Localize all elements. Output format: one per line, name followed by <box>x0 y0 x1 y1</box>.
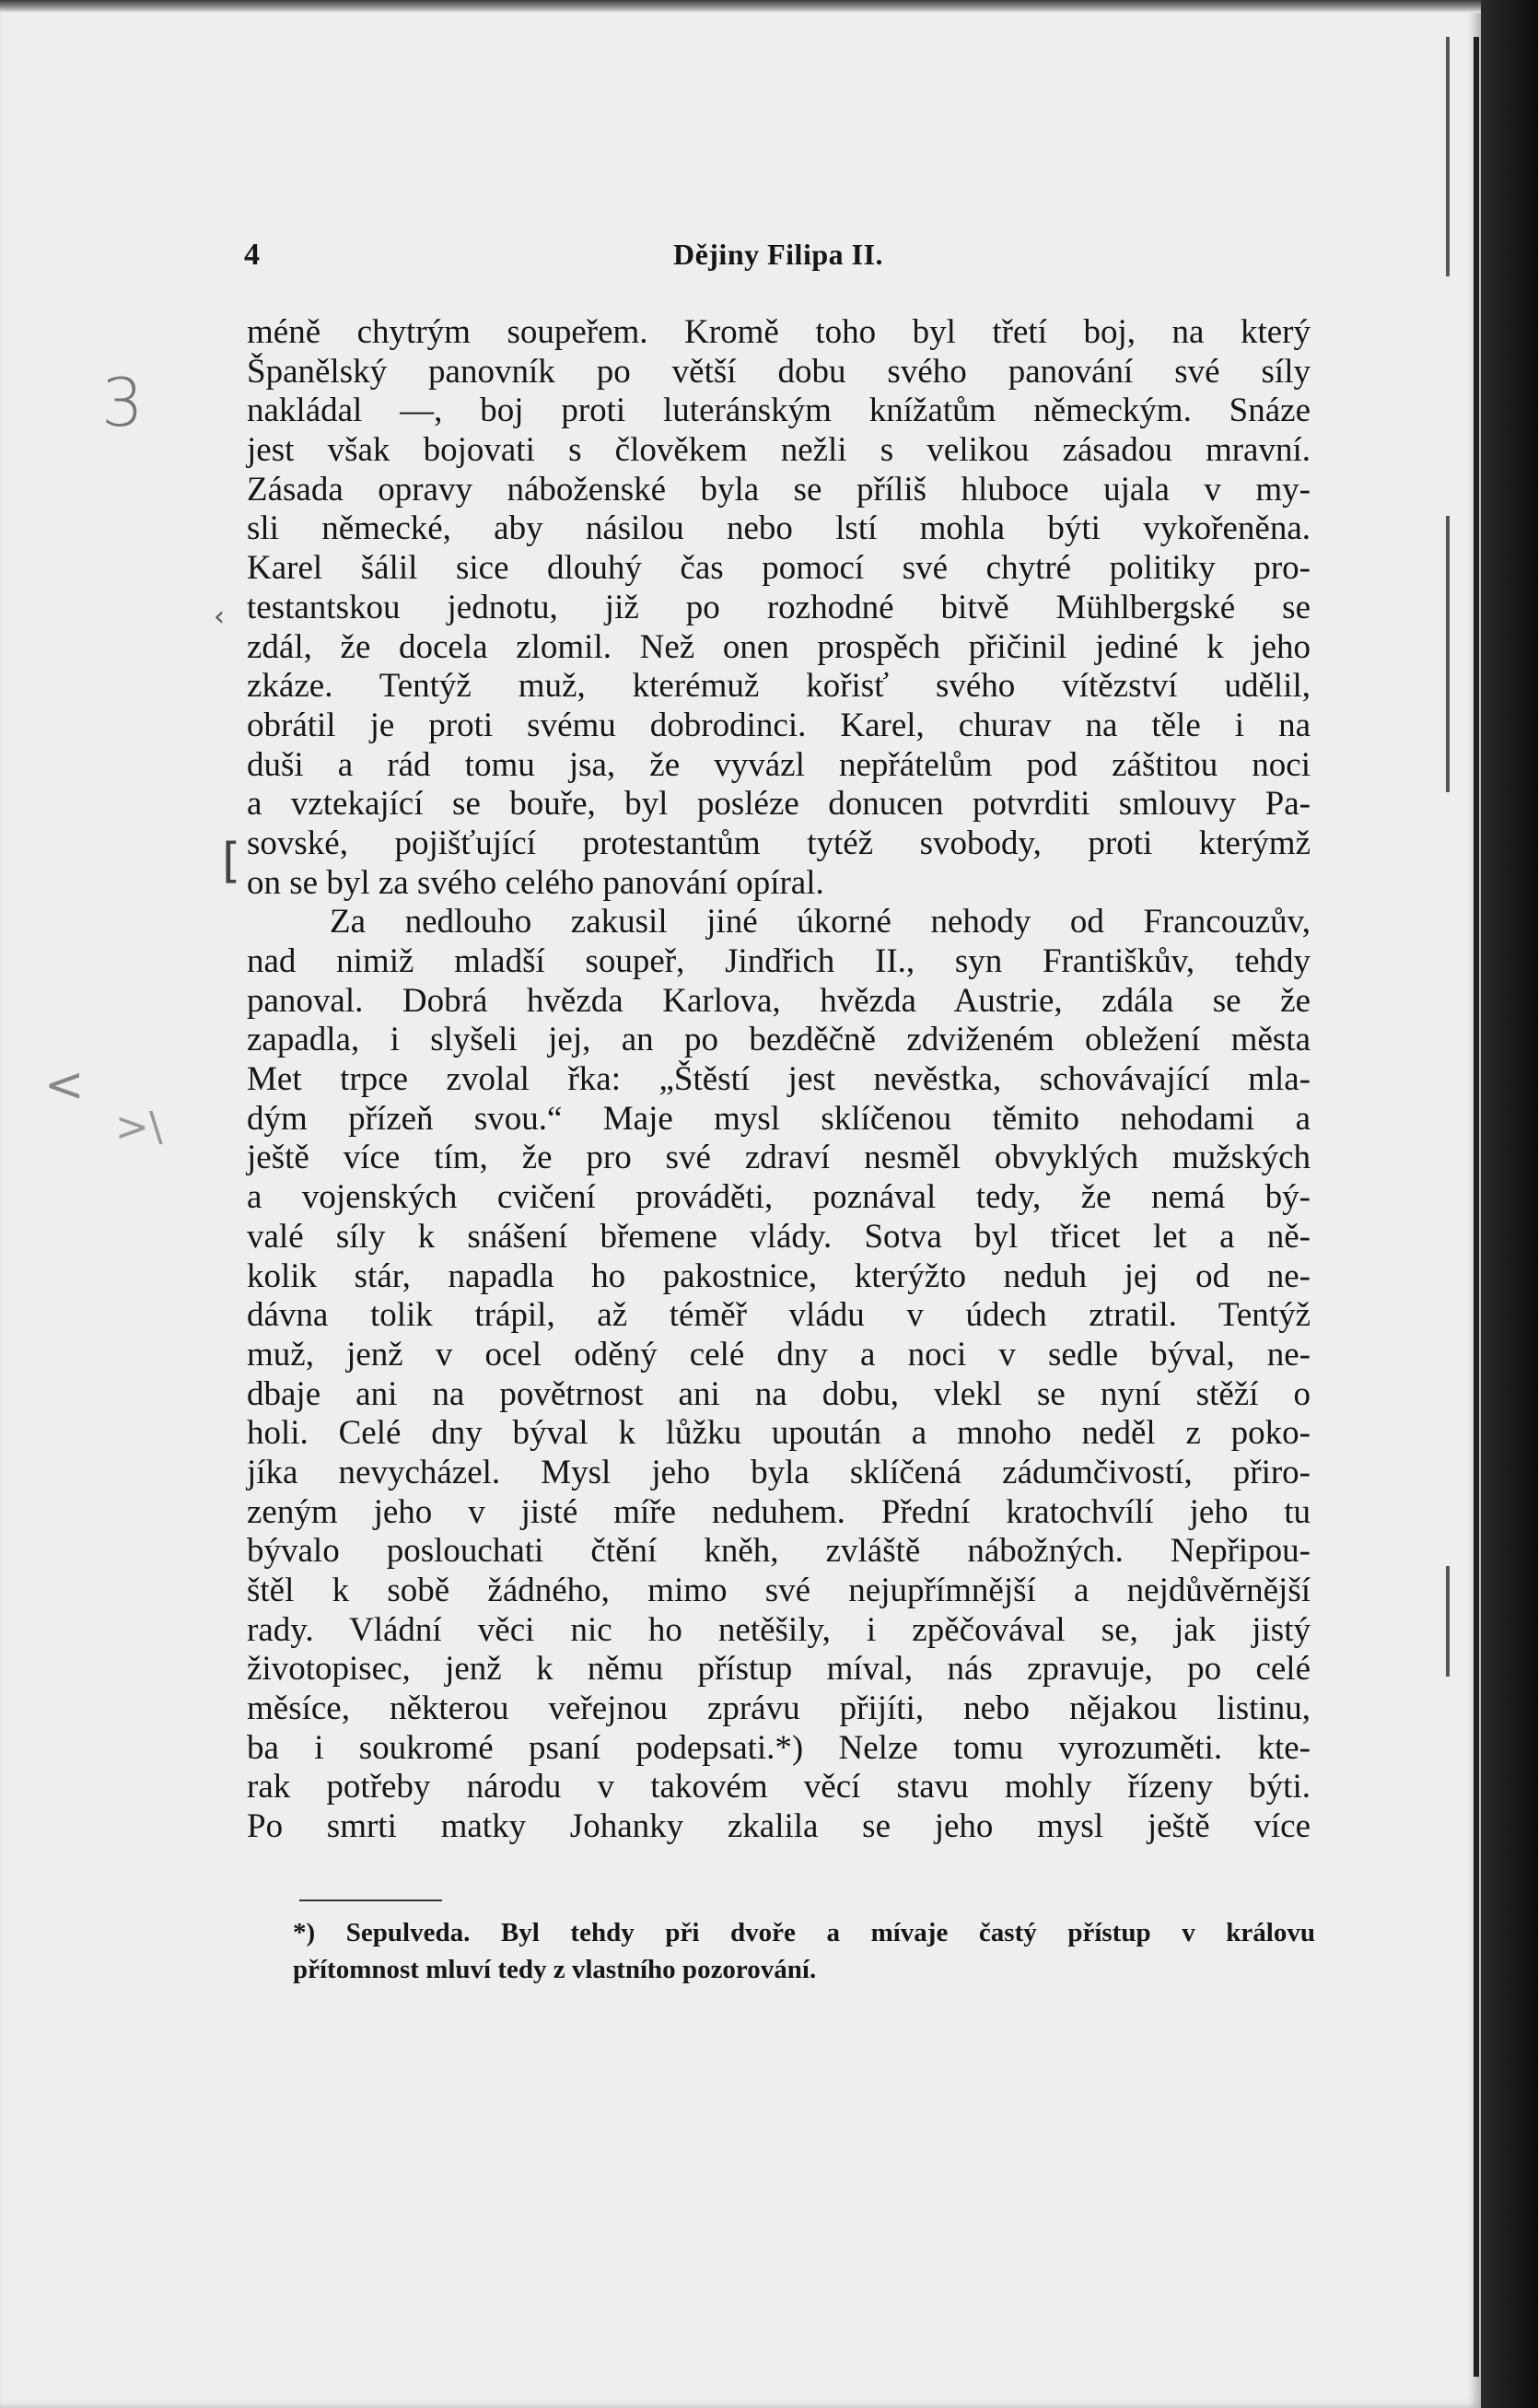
text-line: panoval. Dobrá hvězda Karlova, hvězda Austrie, zdála se že <box>247 981 1311 1020</box>
running-title: Dějiny Filipa II. <box>672 238 884 271</box>
text-line: jest však bojovati s člověkem nežli s velikou zásadou mravní. <box>247 431 1311 470</box>
body-text <box>247 313 1311 1847</box>
text-line: zeným jeho v jisté míře neduhem. Přední kratochvílí jeho tu <box>247 1492 1311 1531</box>
footnote-rule <box>299 1900 442 1901</box>
margin-rule <box>1446 516 1450 792</box>
text-line: Po smrti matky Johanky zkalila se jeho mysl ještě více <box>247 1807 1311 1846</box>
text-line: zapadla, i slyšeli jej, an po bezděčně zdviženém obležení města <box>247 1021 1311 1059</box>
text-line: duši a rád tomu jsa, že vyvázl nepřátelům pod záštitou noci <box>247 745 1311 784</box>
page-header <box>244 238 1312 284</box>
margin-bracket-mark: [ <box>222 834 241 889</box>
text-line: Met trpce zvolal řka: „Štěstí jest nevěstka, schovávající mla- <box>247 1060 1311 1099</box>
text-line: muž, jenž v ocel oděný celé dny a noci v sedle býval, ne- <box>247 1335 1311 1373</box>
page-top-edge <box>0 0 1481 13</box>
text-line: testantskou jednotu, již po rozhodné bitvě Mühlbergské se <box>247 588 1311 626</box>
paragraph-start-line: Za nedlouho zakusil jiné úkorné nehody od Francouzův, <box>330 903 1311 941</box>
text-line: Karel šálil sice dlouhý čas pomocí své chytré politiky pro- <box>247 549 1311 588</box>
text-line: obrátil je proti svému dobrodinci. Karel, churav na těle i na <box>247 706 1311 744</box>
text-line: ba i soukromé psaní podepsati.*) Nelze tomu vyrozuměti. kte- <box>247 1728 1311 1767</box>
page-number: 4 <box>244 238 260 272</box>
text-line: zdál, že docela zlomil. Než onen prospěch přičinil jediné k jeho <box>247 627 1311 666</box>
text-line: dávna tolik trápil, až téměř vládu v údech ztratil. Tentýž <box>247 1296 1311 1335</box>
text-line: nakládal —, boj proti luteránským knížatům německým. Snáze <box>247 392 1311 430</box>
scan-background-edge <box>1481 0 1538 2408</box>
text-line: bývalo poslouchati čtění kněh, zvláště nábožných. Nepřipou- <box>247 1532 1311 1571</box>
text-line: životopisec, jenž k němu přístup míval, nás zpravuje, po celé <box>247 1650 1311 1689</box>
footnote-line: přítomnost mluví tedy z vlastního pozorování. <box>293 1955 817 1984</box>
margin-rule <box>1446 37 1450 276</box>
margin-tick-mark-icon: ‹ <box>214 601 225 633</box>
text-line: kolik stár, napadla ho pakostnice, kterýžto neduh jej od ne- <box>247 1257 1311 1295</box>
footnote-line: *) Sepulveda. Byl tehdy při dvoře a mívaje častý přístup v královu <box>293 1918 1315 1947</box>
text-line: měsíce, některou veřejnou zprávu přijíti, nebo nějakou listinu, <box>247 1689 1311 1728</box>
footnote <box>293 1914 1315 1988</box>
text-line: nad nimiž mladší soupeř, Jindřich II., syn Františkův, tehdy <box>247 942 1311 980</box>
text-line: rak potřeby národu v takovém věcí stavu mohly řízeny býti. <box>247 1768 1311 1806</box>
margin-arrow-mark-icon: >\ <box>115 1104 163 1151</box>
text-line: Zásada opravy náboženské byla se příliš hluboce ujala v my- <box>247 470 1311 508</box>
text-line: a vztekající se bouře, byl posléze donucen potvrditi smlouvy Pa- <box>247 785 1311 824</box>
margin-numeral-mark: 3 <box>101 364 144 441</box>
text-line: štěl k sobě žádného, mimo své nejupřímnější a nejdůvěrnější <box>247 1572 1311 1609</box>
text-line: valé síly k snášení břemene vlády. Sotva byl třicet let a ně- <box>247 1217 1311 1256</box>
text-line: sovské, pojišťující protestantům tytéž svobody, proti kterýmž <box>247 824 1311 862</box>
text-line: holi. Celé dny býval k lůžku upoután a mnoho neděl z poko- <box>247 1414 1311 1453</box>
text-line: zkáze. Tentýž muž, kterémuž kořisť svého vítězství udělil, <box>247 667 1311 706</box>
text-line: on se byl za svého celého panování opíral. <box>247 863 824 902</box>
text-line: méně chytrým soupeřem. Kromě toho byl třetí boj, na který <box>247 313 1311 351</box>
text-line: ještě více tím, že pro své zdraví nesměl obvyklých mužských <box>247 1139 1311 1177</box>
text-line: Španělský panovník po větší dobu svého panování své síly <box>247 352 1311 391</box>
page-gutter <box>1474 37 1479 2377</box>
text-line: dbaje ani na povětrnost ani na dobu, vlekl se nyní stěží o <box>247 1374 1311 1413</box>
text-line: sli německé, aby násilou nebo lstí mohla býti vykořeněna. <box>247 509 1311 548</box>
text-line: dým přízeň svou.“ Maje mysl sklíčenou těmito nehodami a <box>247 1099 1311 1138</box>
margin-angle-mark-icon: < <box>44 1058 85 1113</box>
text-line: jíka nevycházel. Mysl jeho byla sklíčená zádumčivostí, přiro- <box>247 1453 1311 1491</box>
text-line: rady. Vládní věci nic ho netěšily, i zpěčovával se, jak jistý <box>247 1610 1311 1649</box>
text-line: a vojenských cvičení prováděti, poznával tedy, že nemá bý- <box>247 1178 1311 1217</box>
margin-rule <box>1446 1566 1450 1677</box>
